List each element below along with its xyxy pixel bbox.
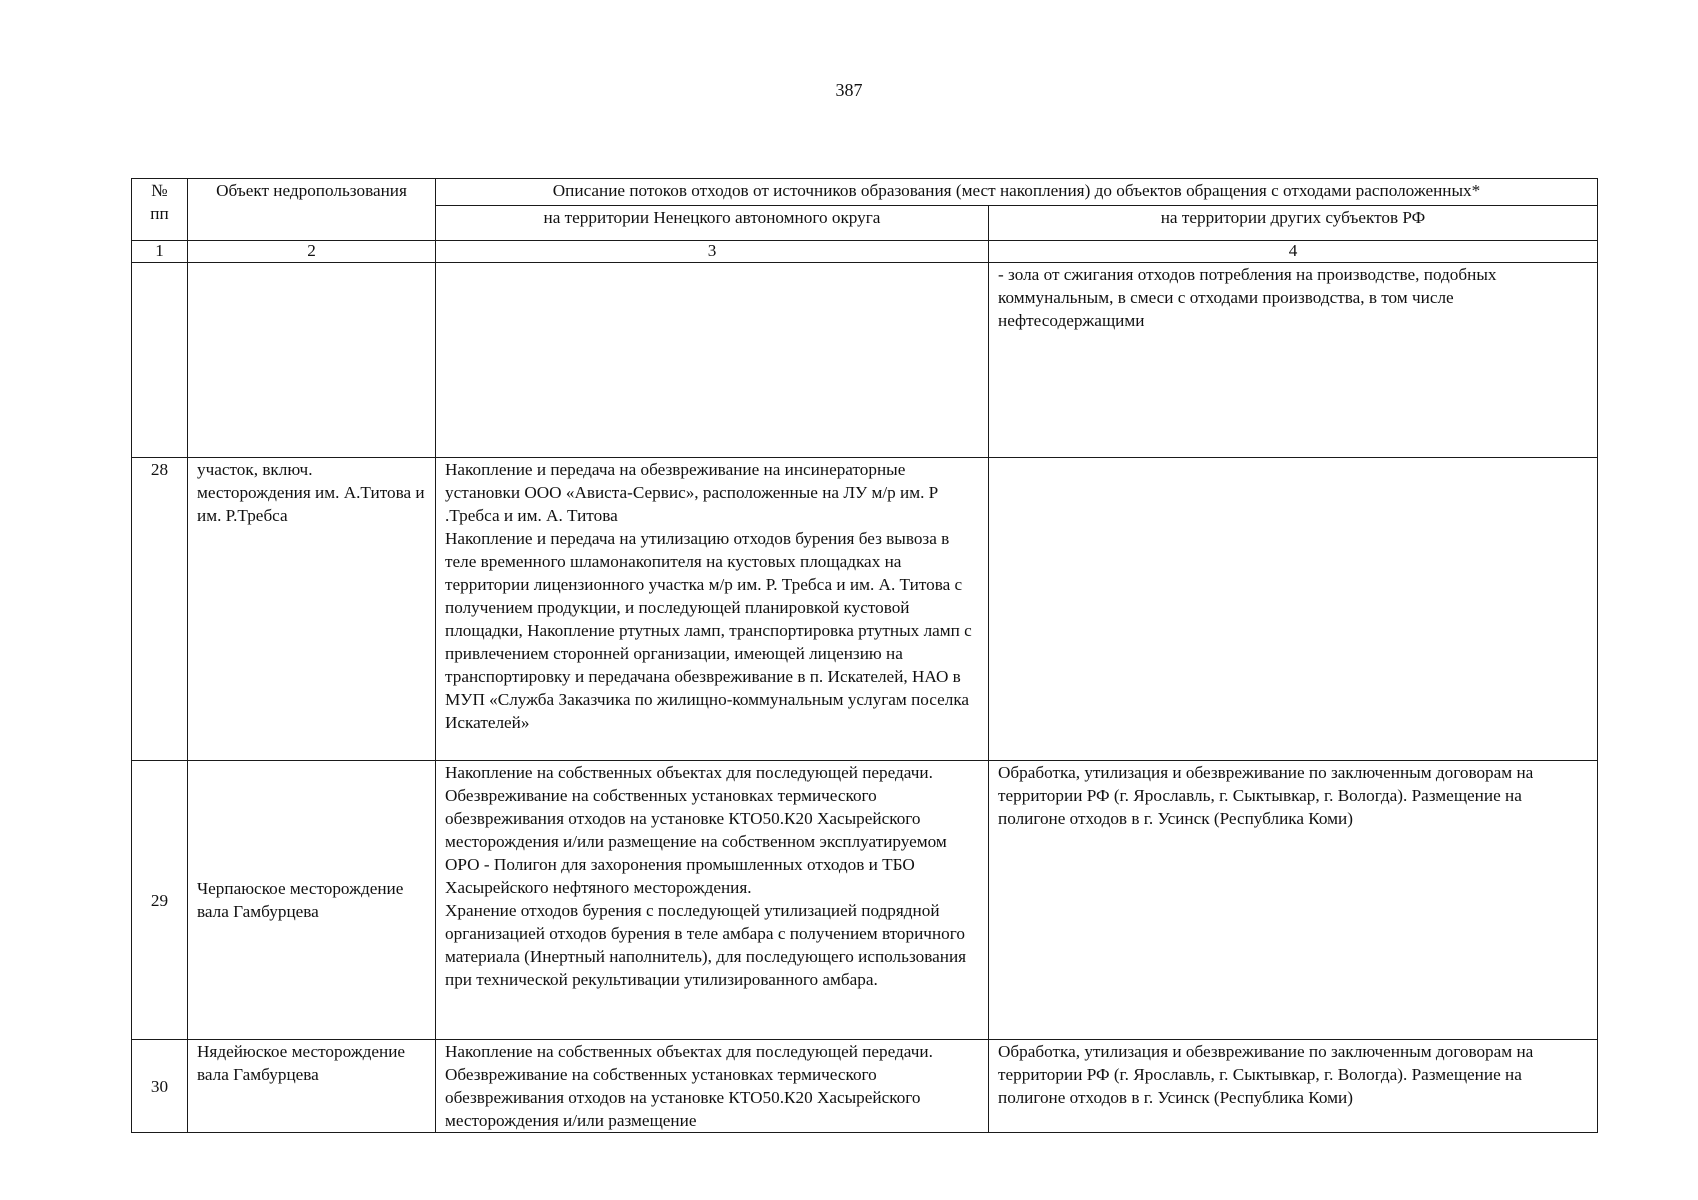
row-number-cell <box>132 263 188 458</box>
header-object-cell <box>188 179 436 241</box>
column-number: 2 <box>188 241 436 263</box>
column-number: 3 <box>436 241 989 263</box>
nao-text: Накопление на собственных объектах для последующей передачи. Обезвреживание на собственных установках термического обезвреживания отходов на установке КТО50.К20 Хасырейского месторождения и/или размещение на собственном эксплуатируемом ОРО - Полигон для захоронения промышленных отходов и ТБО Хасырейского нефтяного месторождения. <box>445 763 947 897</box>
other-cell <box>989 1040 1598 1133</box>
object-cell: Нядейюское месторождение вала Гамбурцева <box>188 1040 436 1133</box>
other-text: Обработка, утилизация и обезвреживание по заключенным договорам на территории РФ (г. Ярославль, г. Сыктывкар, г. Вологда). Размещение на полигоне отходов в г. Усинск (Республика Коми) <box>998 763 1534 828</box>
row-number-cell: 28 <box>132 458 188 761</box>
header-other-label: на территории других субъектов РФ <box>1160 208 1426 227</box>
page-number: 387 <box>835 80 863 100</box>
other-text: - зола от сжигания отходов потребления на производстве, подобных коммунальным, в смеси с отходами производства, в том числе нефтесодержащими <box>998 265 1497 330</box>
row-number-cell: 29 <box>132 761 188 1040</box>
table-row <box>132 458 1598 761</box>
nao-text: Накопление и передача на утилизацию отходов бурения без вывоза в теле временного шламонакопителя на кустовых площадках на территории лицензионного участка м/р им. Р. Требса и им. А. Титова с получением продукции, и последующей планировкой кустовой площадки, Накопление ртутных ламп, транспортировка ртутных ламп с привлечением сторонней организации, имеющей лицензию на транспортировку и передачана обезвреживание в п. Искателей, НАО в МУП «Служба Заказчика по жилищно-коммунальным услугам поселка Искателей» <box>445 529 972 732</box>
object-cell <box>188 263 436 458</box>
nao-cell <box>436 458 989 761</box>
other-text: Обработка, утилизация и обезвреживание по заключенным договорам на территории РФ (г. Ярославль, г. Сыктывкар, г. Вологда). Размещение на полигоне отходов в г. Усинск (Республика Коми) <box>998 1042 1534 1107</box>
header-number-label: № <box>151 181 168 200</box>
header-description-label: Описание потоков отходов от источников образования (мест накопления) до объектов обращения с отходами расположенных* <box>552 181 1481 200</box>
waste-flow-table <box>131 178 1598 1133</box>
nao-text: Хранение отходов бурения с последующей утилизацией подрядной организацией отходов бурения в теле амбара с получением вторичного материала (Инертный наполнитель), для последующего использования при технической рекультивации утилизированного амбара. <box>445 901 967 989</box>
other-cell <box>989 458 1598 761</box>
header-number-sublabel: пп <box>150 204 169 223</box>
nao-text: Накопление на собственных объектах для последующей передачи. Обезвреживание на собственных установках термического обезвреживания отходов на установке КТО50.К20 Хасырейского месторождения и/или размещение <box>445 1042 933 1130</box>
other-cell <box>989 263 1598 458</box>
column-number: 1 <box>132 241 188 263</box>
header-other-cell <box>989 206 1598 241</box>
nao-cell <box>436 761 989 1040</box>
header-description-cell <box>436 179 1598 206</box>
object-cell: Черпаюское месторождение вала Гамбурцева <box>188 761 436 1040</box>
header-object-label: Объект недропользования <box>216 181 407 200</box>
column-number: 4 <box>989 241 1598 263</box>
row-number-cell: 30 <box>132 1040 188 1133</box>
header-nao-label: на территории Ненецкого автономного округа <box>543 208 881 227</box>
column-number-row <box>132 241 1598 263</box>
table-header-row <box>132 179 1598 206</box>
table-row <box>132 263 1598 458</box>
header-nao-cell <box>436 206 989 241</box>
nao-text: Накопление и передача на обезвреживание на инсинераторные установки ООО «Ависта-Сервис», расположенные на ЛУ м/р им. Р .Требса и им. А. Титова <box>445 460 939 525</box>
table-row <box>132 1040 1598 1133</box>
table-row <box>132 761 1598 1040</box>
nao-cell <box>436 1040 989 1133</box>
other-cell <box>989 761 1598 1040</box>
header-number-cell <box>132 179 188 241</box>
nao-cell <box>436 263 989 458</box>
object-cell: участок, включ. месторождения им. А.Титова и им. Р.Требса <box>188 458 436 761</box>
